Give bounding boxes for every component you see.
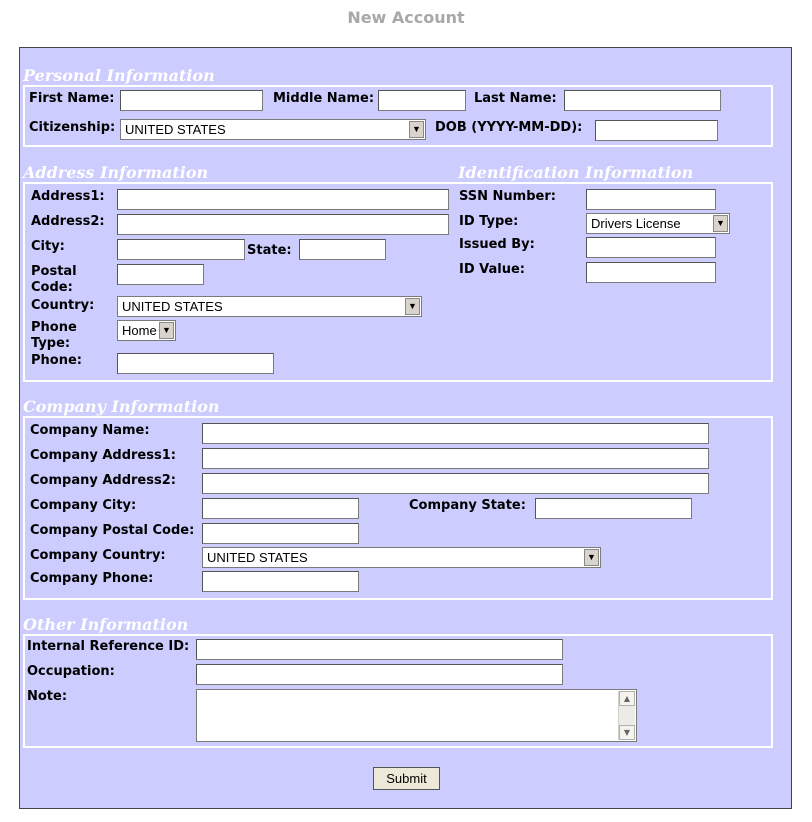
- chevron-down-icon[interactable]: ▼: [584, 549, 599, 566]
- dob-input[interactable]: [595, 120, 718, 141]
- scroll-down-icon[interactable]: ▼: [619, 725, 635, 740]
- postal-code-label-line1: Postal: [31, 264, 77, 279]
- chevron-down-icon[interactable]: ▼: [405, 298, 420, 315]
- identification-info-heading: Identification Information: [458, 163, 694, 182]
- chevron-down-icon[interactable]: ▼: [713, 215, 728, 232]
- note-scrollbar[interactable]: [618, 691, 635, 740]
- internal-reference-id-input[interactable]: [196, 639, 563, 660]
- last-name-input[interactable]: [564, 90, 721, 111]
- chevron-down-icon[interactable]: ▼: [159, 322, 174, 339]
- address1-label: Address1:: [31, 189, 105, 204]
- phone-type-select[interactable]: [117, 320, 176, 341]
- chevron-down-icon[interactable]: ▼: [409, 121, 424, 138]
- phone-type-label-line1: Phone: [31, 320, 77, 335]
- citizenship-label: Citizenship:: [29, 120, 116, 135]
- company-country-value: UNITED STATES: [207, 550, 308, 565]
- city-input[interactable]: [117, 239, 245, 260]
- postal-code-label-line2: Code:: [31, 280, 73, 295]
- company-name-input[interactable]: [202, 423, 709, 444]
- country-label: Country:: [31, 298, 95, 313]
- company-country-label: Company Country:: [30, 548, 166, 563]
- company-phone-input[interactable]: [202, 571, 359, 592]
- id-type-select[interactable]: [586, 213, 730, 234]
- company-postal-code-input[interactable]: [202, 523, 359, 544]
- company-city-input[interactable]: [202, 498, 359, 519]
- state-input[interactable]: [299, 239, 386, 260]
- company-state-input[interactable]: [535, 498, 692, 519]
- id-type-value: Drivers License: [591, 216, 681, 231]
- internal-reference-id-label: Internal Reference ID:: [27, 639, 190, 654]
- ssn-label: SSN Number:: [459, 189, 556, 204]
- state-label: State:: [247, 243, 292, 258]
- company-address1-label: Company Address1:: [30, 448, 176, 463]
- occupation-label: Occupation:: [27, 664, 115, 679]
- last-name-label: Last Name:: [474, 91, 557, 106]
- postal-code-input[interactable]: [117, 264, 204, 285]
- citizenship-select[interactable]: [120, 119, 426, 140]
- company-country-select[interactable]: [202, 547, 601, 568]
- company-name-label: Company Name:: [30, 423, 150, 438]
- first-name-label: First Name:: [29, 91, 115, 106]
- id-value-input[interactable]: [586, 262, 716, 283]
- address1-input[interactable]: [117, 189, 449, 210]
- page-title: New Account: [347, 8, 465, 27]
- company-city-label: Company City:: [30, 498, 137, 513]
- id-value-label: ID Value:: [459, 262, 526, 277]
- issued-by-label: Issued By:: [459, 237, 535, 252]
- occupation-input[interactable]: [196, 664, 563, 685]
- company-address2-input[interactable]: [202, 473, 709, 494]
- personal-info-heading: Personal Information: [23, 66, 215, 85]
- other-info-heading: Other Information: [23, 615, 189, 634]
- country-value: UNITED STATES: [122, 299, 223, 314]
- company-state-label: Company State:: [409, 498, 526, 513]
- phone-input[interactable]: [117, 353, 274, 374]
- company-info-heading: Company Information: [23, 397, 220, 416]
- first-name-input[interactable]: [120, 90, 263, 111]
- dob-label: DOB (YYYY-MM-DD):: [435, 120, 583, 135]
- id-type-label: ID Type:: [459, 214, 519, 229]
- country-select[interactable]: [117, 296, 422, 317]
- address-info-heading: Address Information: [23, 163, 209, 182]
- note-textarea[interactable]: [196, 689, 637, 742]
- phone-type-value: Home: [122, 323, 157, 338]
- ssn-input[interactable]: [586, 189, 716, 210]
- company-phone-label: Company Phone:: [30, 571, 154, 586]
- note-label: Note:: [27, 689, 68, 704]
- company-postal-code-label: Company Postal Code:: [30, 523, 195, 538]
- issued-by-input[interactable]: [586, 237, 716, 258]
- submit-button[interactable]: Submit: [373, 767, 440, 790]
- company-address2-label: Company Address2:: [30, 473, 176, 488]
- middle-name-label: Middle Name:: [273, 91, 375, 106]
- scroll-up-icon[interactable]: ▲: [619, 691, 635, 706]
- address2-label: Address2:: [31, 214, 105, 229]
- address2-input[interactable]: [117, 214, 449, 235]
- middle-name-input[interactable]: [378, 90, 466, 111]
- citizenship-value: UNITED STATES: [125, 122, 226, 137]
- company-address1-input[interactable]: [202, 448, 709, 469]
- phone-label: Phone:: [31, 353, 82, 368]
- phone-type-label-line2: Type:: [31, 336, 71, 351]
- city-label: City:: [31, 239, 65, 254]
